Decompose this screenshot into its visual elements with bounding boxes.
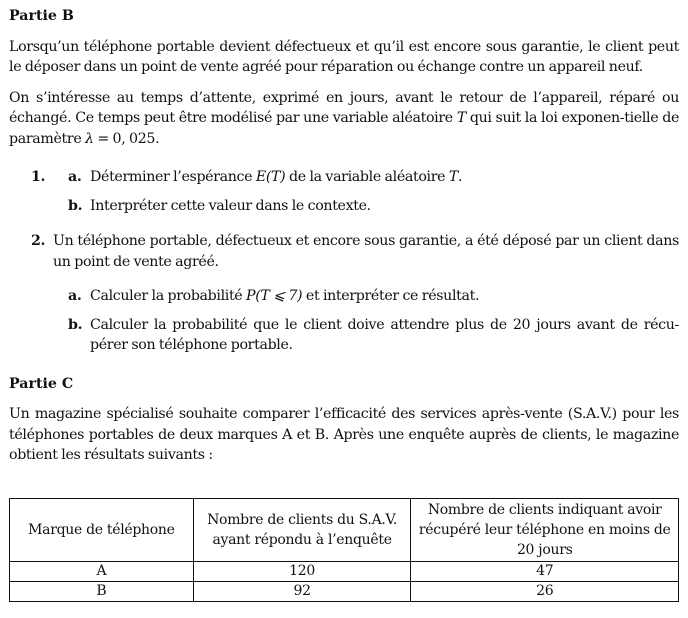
intro-2-text-b: qui suit la loi exponen-tielle de paramètre: [9, 110, 679, 147]
cell-brand: B: [10, 582, 194, 602]
expectation-ET: E(T): [255, 169, 286, 185]
table-row: [10, 582, 679, 602]
variable-T-2: T: [448, 169, 458, 185]
partie-b-intro-2: [9, 88, 679, 150]
question-2-text: Un téléphone portable, défectueux et encore sous garantie, a été déposé par un client dans un point de vente agréé.: [53, 233, 679, 270]
results-table: [9, 498, 679, 602]
question-1b-label: b.: [68, 197, 83, 214]
question-2: [9, 231, 679, 272]
lambda-symbol: λ: [85, 130, 94, 147]
table-row: [10, 562, 679, 582]
question-1b: [9, 196, 679, 217]
question-2b: [9, 315, 679, 356]
question-1a-text-2: de la variable aléatoire: [285, 169, 449, 185]
header-under-20-days: Nombre de clients indiquant avoir récupéré leur téléphone en moins de 20 jours: [411, 499, 679, 562]
question-2a-text-2: et interpréter ce résultat.: [302, 288, 480, 304]
question-1a-text-1: Déterminer l’espérance: [90, 169, 256, 185]
partie-c-intro: Un magazine spécialisé souhaite comparer l’efficacité des services après-vente (S.A.V.) pour les téléphones portables de deux marques A et B. Après une enquête auprès de clients, le magazine obtient les résultats suivants :: [9, 406, 679, 463]
partie-c-heading: Partie C: [9, 375, 74, 392]
cell-under-20-days: 47: [411, 562, 679, 582]
question-2a-label: a.: [68, 288, 82, 304]
question-1a-end: .: [457, 169, 463, 185]
cell-brand: A: [10, 562, 194, 582]
cell-respondents: 120: [193, 562, 411, 582]
question-1a: [9, 167, 679, 188]
table-header-row: [10, 499, 679, 562]
cell-under-20-days: 26: [411, 582, 679, 602]
document-page: [9, 6, 679, 476]
question-2b-text: Calculer la probabilité que le client doive attendre plus de 20 jours avant de récu-pérer son téléphone portable.: [90, 316, 679, 353]
partie-b-heading: Partie B: [9, 8, 74, 24]
intro-2-text-c: = 0, 025.: [93, 130, 160, 147]
probability-P-T-le-7: P(T ⩽ 7): [246, 288, 303, 304]
question-1a-label: a.: [68, 169, 82, 185]
question-2a-text-1: Calculer la probabilité: [90, 288, 247, 304]
question-2b-label: b.: [68, 316, 83, 333]
question-1-number: 1.: [31, 169, 46, 185]
cell-respondents: 92: [193, 582, 411, 602]
question-2-number: 2.: [31, 233, 46, 249]
intro-2-text-a: On s’intéresse au temps d’attente, exprimé en jours, avant le retour de l’appareil, réparé ou échangé. Ce temps peut être modélisé par une variable aléatoire: [9, 89, 679, 126]
question-1b-text: Interpréter cette valeur dans le contexte.: [90, 197, 371, 214]
header-respondents: Nombre de clients du S.A.V. ayant répondu à l’enquête: [193, 499, 411, 562]
variable-T: T: [456, 110, 466, 126]
header-brand: Marque de téléphone: [10, 499, 194, 562]
partie-b-intro-1: Lorsqu’un téléphone portable devient défectueux et qu’il est encore sous garantie, le client peut le déposer dans un point de vente agréé pour réparation ou échange contre un appareil neuf.: [9, 38, 679, 75]
question-2a: [9, 286, 679, 307]
